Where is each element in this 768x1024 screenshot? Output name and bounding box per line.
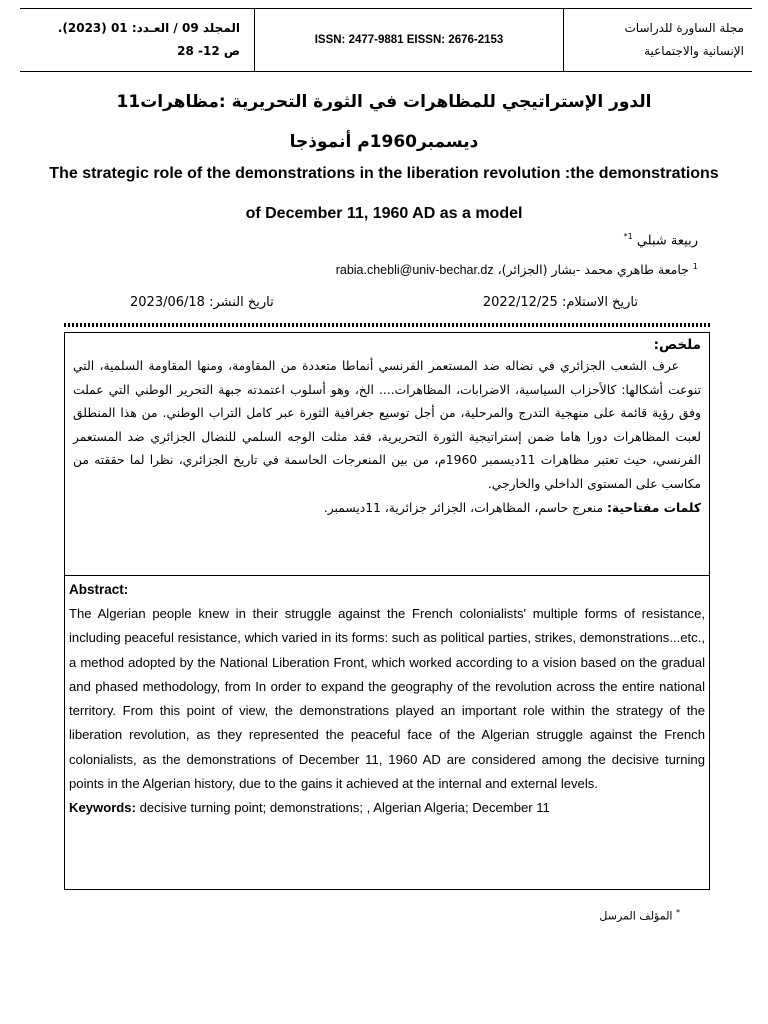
volume-cell — [20, 9, 254, 71]
author-name: ربيعة شبلي — [636, 233, 698, 249]
journal-name-line1: مجلة الساورة للدراسات — [624, 21, 744, 35]
dates-line — [130, 295, 638, 310]
affiliation-marker: 1 — [692, 262, 698, 271]
abstract-arabic-box — [64, 332, 710, 576]
pages-line: ص 12- 28 — [177, 44, 240, 58]
received-date: تاريخ الاستلام: 2022/12/25 — [482, 295, 638, 310]
abstract-arabic-body: عرف الشعب الجزائري في نضاله ضد المستعمر الفرنسي أنماطا متعددة من المقاومة، ومنها المقاومة السلمية، التي تنوعت أشكالها: كالأحزاب السياسية، الاضرابات، المظاهرات.... الخ، وهو أسلوب اعتمدته جبهة التحرير الوطني التي عملت وفق رؤية قائمة على منهجية التدرج والمرحلية، من أجل توسيع جغرافية الثورة عبر كامل التراب الوطني. من هذا المنطلق لعبت المظاهرات دورا هاما ضمن إستراتيجية الثورة التحريرية، فقد مثلت الوجه السلمي للنضال الجزائري ضد المستعمر الفرنسي، حيث تعتبر مظاهرات 11ديسمبر 1960م، من بين المنعرجات الحاسمة في تاريخ الجزائري، نظرا لما حققته من مكاسب على المستوى الداخلي والخارجي. — [73, 359, 701, 491]
published-date: تاريخ النشر: 2023/06/18 — [130, 295, 274, 310]
author-email[interactable]: rabia.chebli@univ-bechar.dz — [335, 263, 494, 278]
keywords-arabic-label: كلمات مفتاحية: — [606, 501, 701, 515]
journal-header — [20, 8, 752, 72]
abstract-arabic-heading: ملخص: — [653, 337, 701, 353]
abstract-english-body: The Algerian people knew in their struggle against the French colonialists' multiple forms of resistance, including peaceful resistance, which varied in its forms: such as political parties, strikes, demonstrations...etc., a method adopted by the National Liberation Front, which worked according to a vision based on the gradual and phased methodology, from In order to expand the geography of the revolution across the entire national territory. From this point of view, the demonstrations played an important role within the strategy of the liberation revolution, as they represented the peaceful face of the Algerian struggle against the French colonialists, as the demonstrations of December 11, 1960 AD are considered among the decisive turning points in the Algerian history, due to the gains it achieved at the internal and external levels. — [69, 606, 705, 792]
keywords-english-text: decisive turning point; demonstrations; , Algerian Algeria; December 11 — [135, 800, 550, 816]
affiliation-line — [336, 262, 698, 277]
keywords-english-label: Keywords: — [69, 800, 136, 816]
volume-line: المجلد 09 / العـدد: 01 (2023). — [57, 21, 240, 35]
corresponding-author-footnote — [599, 908, 680, 923]
keywords-arabic — [73, 496, 701, 520]
issn-cell — [254, 9, 564, 71]
keywords-english — [69, 796, 705, 820]
title-english: The strategic role of the demonstrations in the liberation revolution :the demonstrations of December 11, 1960 AD as a model — [49, 165, 719, 222]
abstract-english-box — [64, 576, 710, 890]
footnote-text: المؤلف المرسل — [599, 909, 673, 923]
abstract-english-heading: Abstract: — [69, 582, 129, 597]
issn-text: ISSN: 2477-9881 EISSN: 2676-2153 — [314, 34, 504, 46]
title-arabic: الدور الإستراتيجي للمظاهرات في الثورة التحريرية :مظاهرات11 ديسمبر1960م أنموذجا — [116, 92, 652, 152]
footnote-marker: * — [676, 908, 680, 917]
author-marker: 1* — [623, 232, 633, 241]
keywords-arabic-text: منعرج حاسم، المظاهرات، الجزائر جزائرية، 11ديسمبر. — [323, 501, 607, 515]
author-line — [624, 232, 698, 248]
journal-name-cell — [564, 9, 752, 71]
dotted-divider — [64, 323, 710, 327]
affiliation-text: جامعة طاهري محمد -بشار (الجزائر)، — [493, 262, 689, 278]
journal-name-line2: الإنسانية والاجتماعية — [644, 44, 744, 58]
